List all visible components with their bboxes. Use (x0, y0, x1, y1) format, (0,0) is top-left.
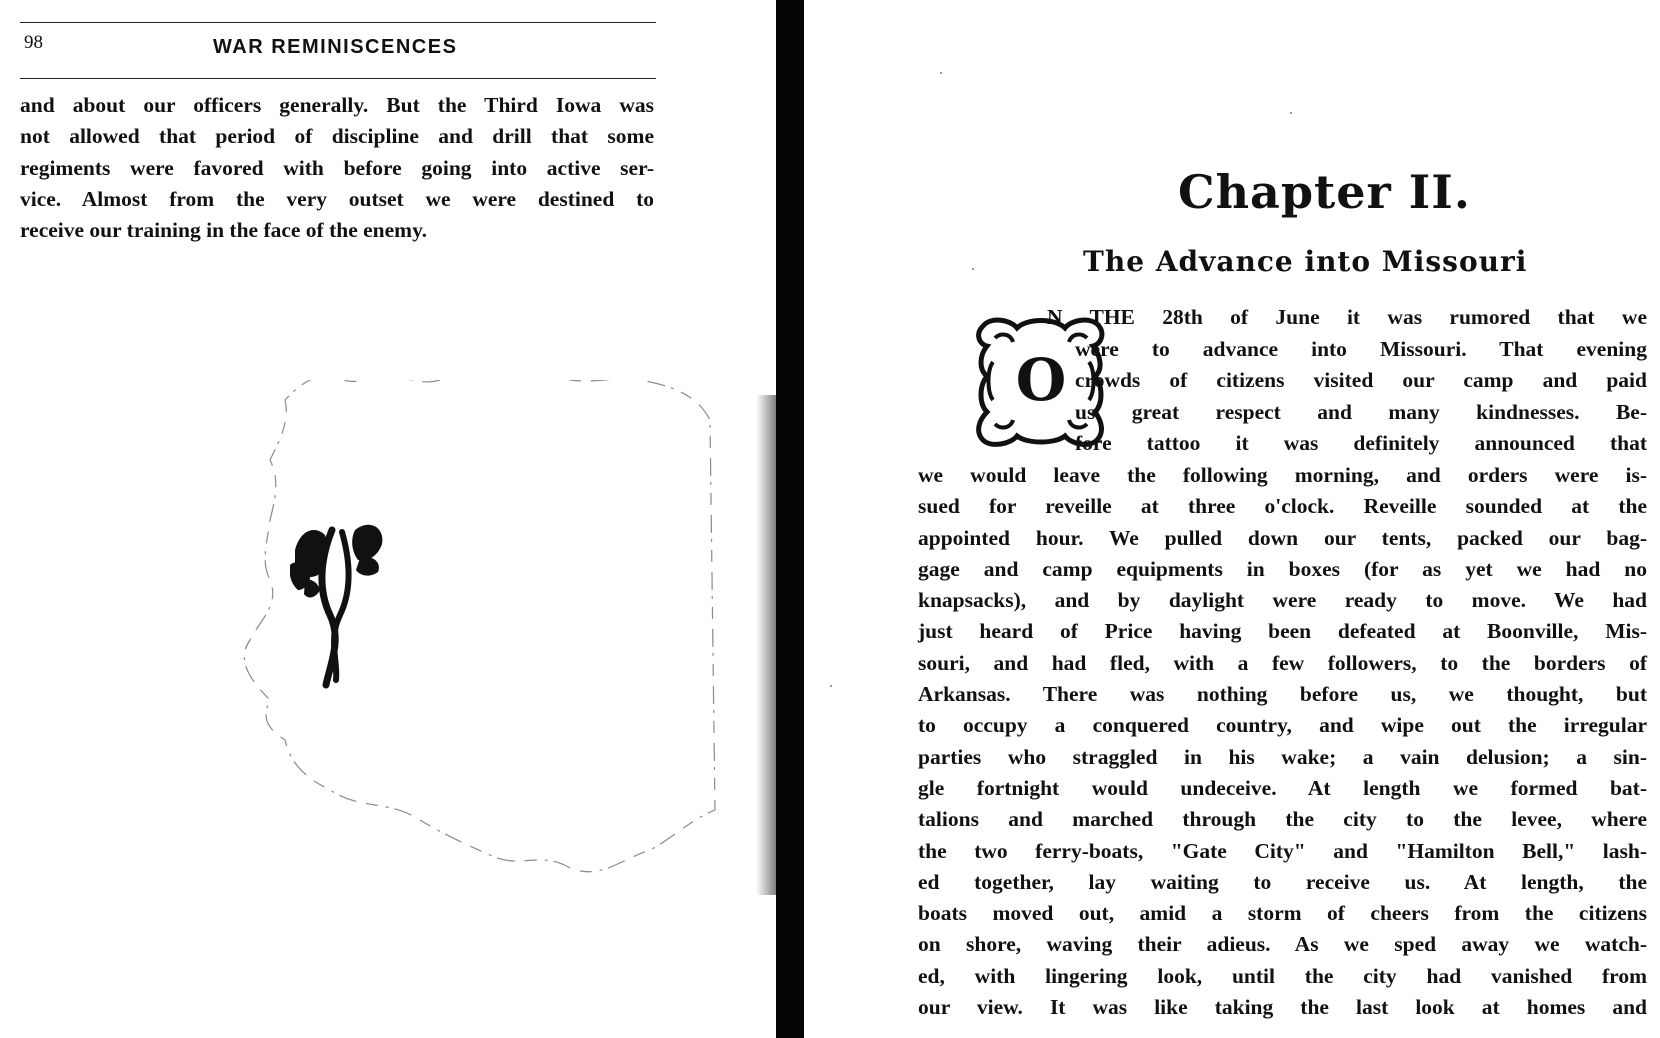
text-line: our view. It was like taking the last look at homes and (918, 995, 1647, 1020)
text-line: gage and camp equipments in boxes (for as yet we had no (918, 556, 1647, 581)
text-line: talions and marched through the city to the levee, where (918, 807, 1647, 832)
paper-speck (830, 685, 832, 687)
text-line: vice. Almost from the very outset we were destined to (20, 186, 654, 211)
left-paragraph-lines (20, 90, 654, 246)
left-page (0, 0, 780, 1038)
text-line: appointed hour. We pulled down our tents, packed our bag- (918, 525, 1647, 550)
text-line: Arkansas. There was nothing before us, we thought, but (918, 682, 1647, 707)
text-line: and about our officers generally. But the Third Iowa was (20, 93, 654, 117)
paper-speck (972, 268, 974, 270)
paper-speck (940, 72, 942, 74)
text-line: regiments were favored with before going into active ser- (20, 155, 654, 180)
drop-cap-letter: O (1015, 346, 1067, 414)
page-number: 98 (24, 32, 43, 53)
chapter-subtitle: The Advance into Missouri (1083, 245, 1528, 278)
indented-lines (1075, 334, 1647, 460)
text-line: the two ferry-boats, "Gate City" and "Hamilton Bell," lash- (918, 838, 1647, 863)
text-line: gle fortnight would undeceive. At length we formed bat- (918, 775, 1647, 800)
text-line: not allowed that period of discipline and drill that some (20, 124, 654, 149)
text-line: us great respect and many kindnesses. Be- (1075, 399, 1647, 424)
right-page (800, 0, 1660, 1038)
text-line: to occupy a conquered country, and wipe out the irregular (918, 713, 1647, 738)
chapter-title: Chapter II. (1178, 165, 1471, 219)
text-line: we would leave the following morning, and orders were is- (918, 463, 1647, 487)
paper-speck (1290, 112, 1292, 114)
header-rule (20, 78, 656, 79)
top-rule (20, 22, 656, 23)
text-line: receive our training in the face of the enemy. (20, 218, 428, 243)
text-line: crowds of citizens visited our camp and paid (1075, 368, 1647, 392)
text-line: knapsacks), and by daylight were ready to move. We had (918, 588, 1647, 613)
gutter-edge-shadow (756, 395, 778, 895)
monogram-icon (290, 520, 390, 690)
text-line: on shore, waving their adieus. As we sped away we watch- (918, 932, 1647, 957)
text-line: ed together, lay waiting to receive us. At length, the (918, 869, 1647, 894)
body-lines (918, 460, 1647, 1023)
first-line: N THE 28th of June it was rumored that we (1047, 305, 1647, 329)
text-line: boats moved out, amid a storm of cheers from the citizens (918, 901, 1647, 926)
text-line: just heard of Price having been defeated at Boonville, Mis- (918, 619, 1647, 644)
text-line: fore tattoo it was definitely announced that (1075, 431, 1647, 455)
text-line: parties who straggled in his wake; a vain delusion; a sin- (918, 744, 1647, 769)
text-line: were to advance into Missouri. That evening (1075, 336, 1647, 361)
text-line: souri, and had fled, with a few followers, to the borders of (918, 650, 1647, 675)
text-line: ed, with lingering look, until the city had vanished from (918, 963, 1647, 988)
left-paragraph (20, 90, 692, 246)
text-line: sued for reveille at three o'clock. Reveille sounded at the (918, 494, 1647, 519)
running-head: WAR REMINISCENCES (213, 36, 458, 58)
